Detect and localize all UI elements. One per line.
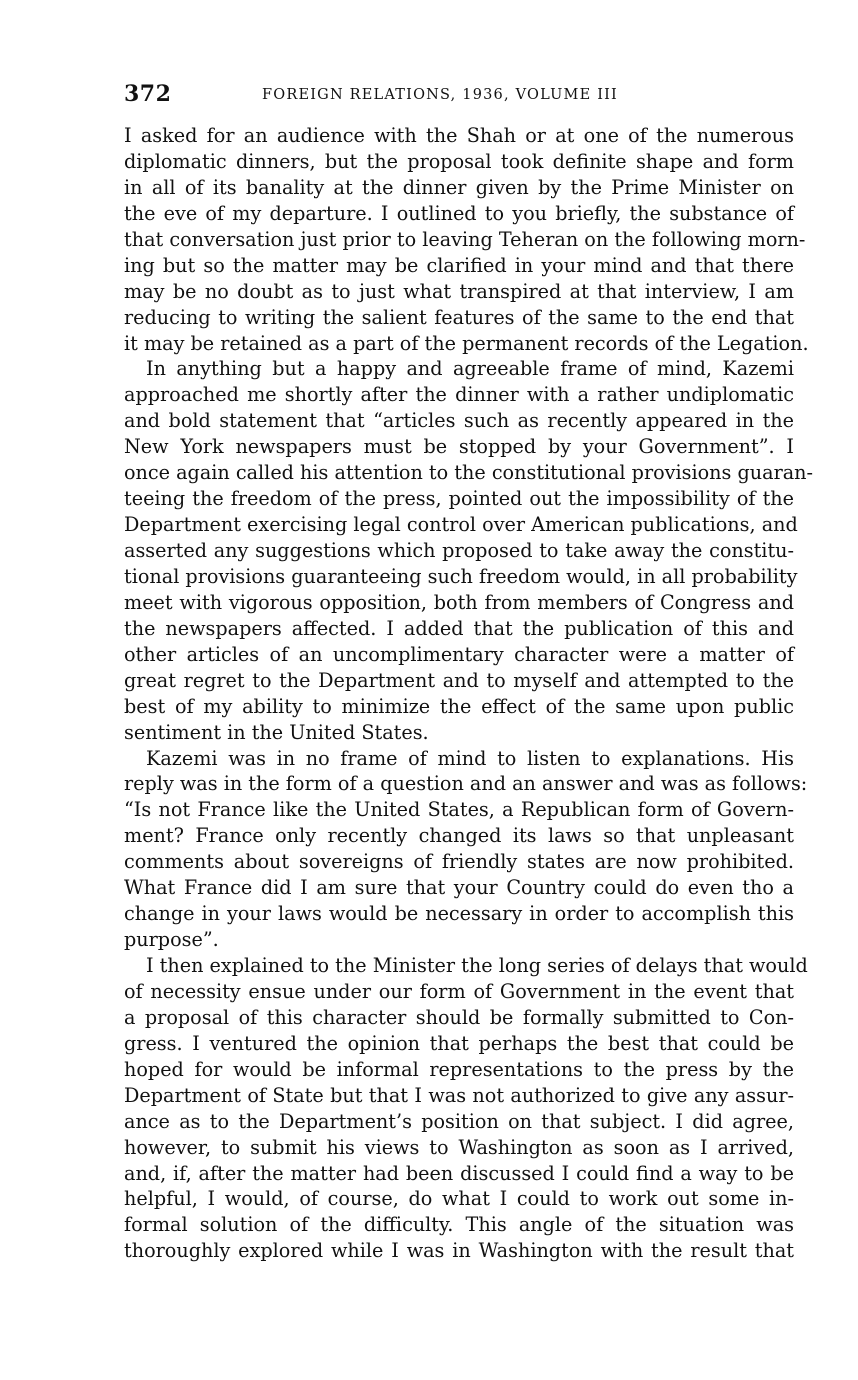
text-line: helpful, I would, of course, do what I could to work out some in-: [124, 1187, 794, 1211]
page-number: 372: [124, 81, 172, 107]
text-line: I then explained to the Minister the long series of delays that would: [146, 954, 808, 977]
text-line: in all of its banality at the dinner given by the Prime Minister on: [124, 175, 794, 199]
text-line: change in your laws would be necessary in order to accomplish this: [124, 902, 794, 926]
text-line: I asked for an audience with the Shah or at one of the numerous: [124, 124, 794, 147]
running-head: [124, 80, 794, 108]
text-line: asserted any suggestions which proposed to take away the constitu-: [124, 539, 794, 562]
text-line: best of my ability to minimize the effect of the same upon public: [124, 694, 794, 718]
text-line: In anything but a happy and agreeable frame of mind, Kazemi: [146, 357, 794, 381]
text-line: diplomatic dinners, but the proposal took definite shape and form: [124, 149, 794, 173]
text-line: ance as to the Department’s position on that subject. I did agree,: [124, 1109, 794, 1133]
text-line: sentiment in the United States.: [124, 720, 429, 744]
text-line: teeing the freedom of the press, pointed out the impossibility of the: [124, 487, 794, 511]
text-line: it may be retained as a part of the permanent records of the Legation.: [124, 331, 809, 355]
text-line: may be no doubt as to just what transpired at that interview, I am: [124, 279, 794, 303]
text-line: purpose”.: [124, 928, 219, 952]
text-line: ing but so the matter may be clarified in your mind and that there: [124, 253, 794, 277]
text-line: approached me shortly after the dinner with a rather undiplomatic: [124, 383, 794, 407]
text-line: ment? France only recently changed its laws so that unpleasant: [124, 824, 794, 848]
text-line: Department of State but that I was not authorized to give any assur-: [124, 1083, 794, 1107]
running-title: FOREIGN RELATIONS, 1936, VOLUME III: [262, 87, 618, 103]
text-line: comments about sovereigns of friendly states are now prohibited.: [124, 850, 794, 874]
text-line: once again called his attention to the constitutional provisions guaran-: [124, 461, 814, 485]
text-line: meet with vigorous opposition, both from members of Congress and: [124, 590, 794, 614]
text-line: reply was in the form of a question and an answer and was as follows:: [124, 772, 808, 796]
text-line: thoroughly explored while I was in Washington with the result that: [124, 1239, 794, 1263]
text-line: gress. I ventured the opinion that perhaps the best that could be: [124, 1031, 794, 1055]
text-line: the newspapers affected. I added that the publication of this and: [124, 616, 794, 640]
text-line: a proposal of this character should be formally submitted to Con-: [124, 1005, 794, 1029]
text-line: and, if, after the matter had been discussed I could find a way to be: [124, 1161, 794, 1185]
text-line: formal solution of the difficulty. This angle of the situation was: [124, 1213, 794, 1237]
text-line: reducing to writing the salient features of the same to the end that: [124, 305, 794, 329]
text-line: other articles of an uncomplimentary character were a matter of: [124, 642, 794, 666]
text-line: New York newspapers must be stopped by your Government”. I: [124, 435, 794, 459]
text-line: hoped for would be informal representations to the press by the: [124, 1057, 794, 1081]
text-line: Department exercising legal control over American publications, and: [124, 513, 798, 537]
text-line: “Is not France like the United States, a Republican form of Govern-: [124, 798, 794, 822]
text-line: of necessity ensue under our form of Government in the event that: [124, 979, 794, 1003]
body-text: [124, 123, 814, 1264]
text-line: tional provisions guaranteeing such freedom would, in all probability: [124, 564, 798, 588]
text-line: and bold statement that “articles such as recently appeared in the: [124, 409, 794, 433]
text-line: however, to submit his views to Washington as soon as I arrived,: [124, 1135, 794, 1159]
text-line: great regret to the Department and to myself and attempted to the: [124, 668, 794, 692]
text-line: that conversation just prior to leaving Teheran on the following morn-: [124, 227, 806, 251]
text-line: the eve of my departure. I outlined to you briefly, the substance of: [124, 201, 794, 225]
text-line: Kazemi was in no frame of mind to listen to explanations. His: [146, 746, 794, 770]
text-line: What France did I am sure that your Country could do even tho a: [124, 876, 794, 900]
